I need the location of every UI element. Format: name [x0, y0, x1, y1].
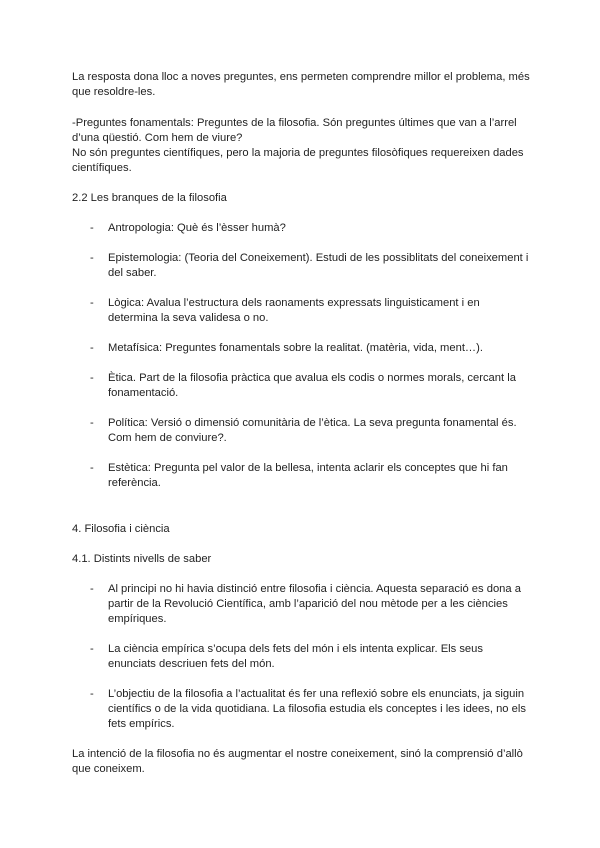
section-2-2-heading: 2.2 Les branques de la filosofia — [72, 192, 227, 204]
document-page — [72, 70, 532, 777]
intro-paragraph: La resposta dona lloc a noves preguntes, ens permeten comprendre millor el problema, més que resoldre-les. — [72, 71, 530, 98]
section-4-heading: 4. Filosofia i ciència — [72, 523, 170, 535]
list-item: - Ètica. Part de la filosofia pràctica que avalua els codis o normes morals, cercant la fonamentació. — [72, 371, 532, 401]
list-item: - Al principi no hi havia distinció entre filosofia i ciència. Aquesta separació es dona a partir de la Revolució Científica, amb l’aparició del nou mètode per a les ciències empíriques. — [72, 582, 532, 627]
fonamentals-paragraph — [72, 116, 532, 176]
list-item: - Metafísica: Preguntes fonamentals sobre la realitat. (matèria, vida, ment…). — [72, 341, 532, 356]
branches-list — [72, 221, 532, 491]
fonamentals-line-1: -Preguntes fonamentals: Preguntes de la filosofia. Són preguntes últimes que van a l’arrel d’una qüestió. Com hem de viure? — [72, 117, 517, 144]
conclusion-paragraph: La intenció de la filosofia no és augmentar el nostre coneixement, sinó la comprensió d’allò que coneixem. — [72, 748, 523, 775]
list-item: - La ciència empírica s’ocupa dels fets del món i els intenta explicar. Els seus enunciats descriuen fets del món. — [72, 642, 532, 672]
list-item: - Política: Versió o dimensió comunitària de l’ètica. La seva pregunta fonamental és. Com hem de conviure?. — [72, 416, 532, 446]
list-item: - Lògica: Avalua l’estructura dels raonaments expressats linguisticament i en determina la seva validesa o no. — [72, 296, 532, 326]
list-item: - L’objectiu de la filosofia a l’actualitat és fer una reflexió sobre els enunciats, ja siguin científics o de la vida quotidiana. La filosofia estudia els conceptes i les idees, no els fets empírics. — [72, 687, 532, 732]
list-item: - Estètica: Pregunta pel valor de la bellesa, intenta aclarir els conceptes que hi fan referència. — [72, 461, 532, 491]
levels-list — [72, 582, 532, 732]
list-item: - Epistemologia: (Teoria del Coneixement). Estudi de les possiblitats del coneixement i del saber. — [72, 251, 532, 281]
list-item: - Antropologia: Què és l’èsser humà? — [72, 221, 532, 236]
section-4-1-heading: 4.1. Distints nivells de saber — [72, 553, 212, 565]
fonamentals-line-2: No són preguntes científiques, pero la majoria de preguntes filosòfiques requereixen dades científiques. — [72, 147, 524, 174]
